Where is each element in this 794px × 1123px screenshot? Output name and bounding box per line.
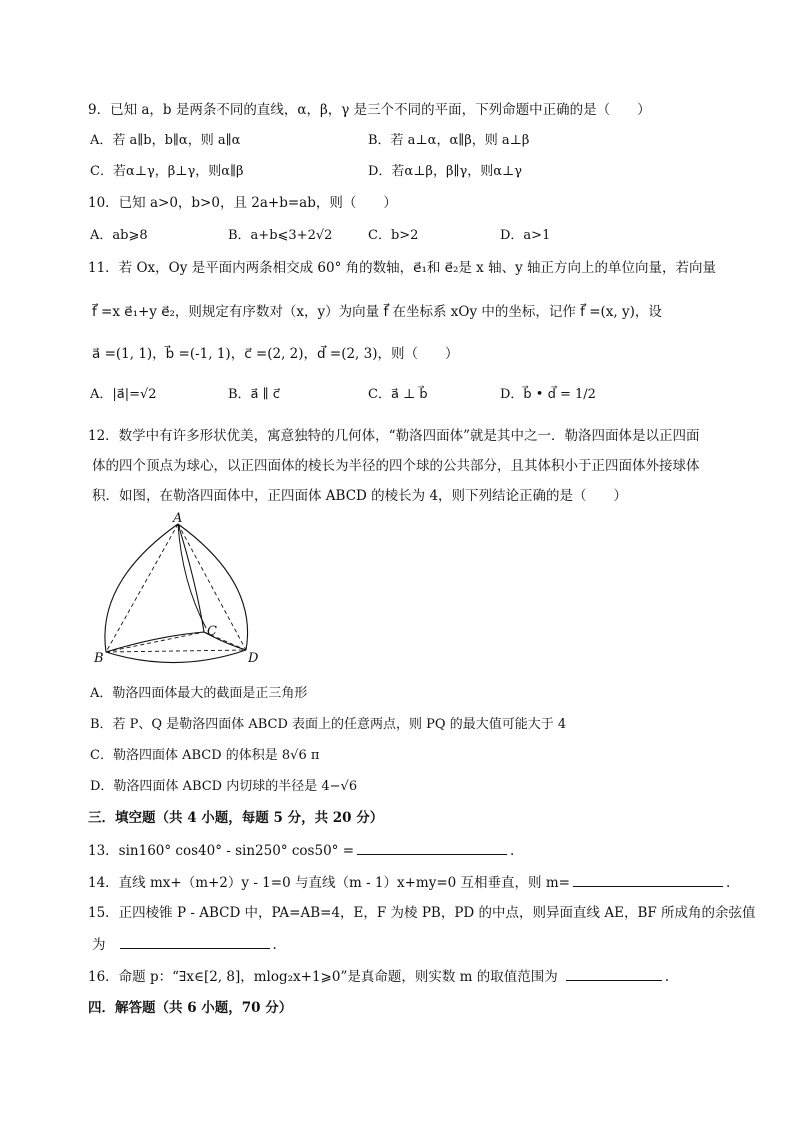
q16-answer-blank[interactable] bbox=[566, 966, 662, 981]
q15-prefix: 为 bbox=[92, 937, 106, 953]
q11-option-c: C．a⃗ ⊥ b⃗ bbox=[368, 387, 428, 402]
q13-period: . bbox=[510, 843, 515, 859]
q15-answer-blank[interactable] bbox=[120, 934, 270, 949]
q15-line-1: 15．正四棱锥 P - ABCD 中，PA=AB=4，E，F 为棱 PB，PD 的中点，则异面直线 AE，BF 所成角的余弦值 bbox=[88, 905, 756, 921]
q12-line-1: 12．数学中有许多形状优美，寓意独特的几何体，“勒洛四面体”就是其中之一．勒洛四面体是以正四面 bbox=[88, 428, 700, 444]
q11-line-1: 11．若 Ox，Oy 是平面内两条相交成 60° 角的数轴，e⃗₁和 e⃗₂是 x 轴、y 轴正方向上的单位向量，若向量 bbox=[88, 260, 716, 276]
q10-option-a: A．ab⩾8 bbox=[90, 228, 148, 243]
q13-line bbox=[88, 840, 514, 861]
q16-text: 16．命题 p：“∃x∈[2, 8]，mlog₂x+1⩾0”是真命题，则实数 m 的取值范围为 bbox=[88, 969, 558, 985]
q16-line bbox=[88, 966, 669, 987]
q13-answer-blank[interactable] bbox=[357, 840, 507, 855]
edge-bd bbox=[106, 650, 246, 652]
q14-answer-blank[interactable] bbox=[573, 872, 723, 887]
q12-option-d: D．勒洛四面体 ABCD 内切球的半径是 4−√6 bbox=[90, 779, 358, 794]
q16-period: . bbox=[664, 969, 670, 985]
q9-option-c: C．若α⊥γ，β⊥γ，则α∥β bbox=[90, 164, 244, 179]
vertex-label-a: A bbox=[173, 512, 183, 526]
q9-stem: 9．已知 a，b 是两条不同的直线，α，β，γ 是三个不同的平面，下列命题中正确的是（ ） bbox=[88, 102, 651, 118]
q12-option-c: C．勒洛四面体 ABCD 的体积是 8√6 π bbox=[90, 748, 320, 763]
q15-line-2 bbox=[92, 934, 277, 955]
q10-option-c: C．b>2 bbox=[368, 228, 419, 243]
q10-option-d: D．a>1 bbox=[500, 228, 551, 243]
q12-line-3: 积．如图，在勒洛四面体中，正四面体 ABCD 的棱长为 4，则下列结论正确的是（ ） bbox=[92, 488, 628, 504]
q15-period: . bbox=[272, 937, 277, 953]
q9-option-d: D．若α⊥β，β∥γ，则α⊥γ bbox=[368, 164, 523, 179]
outer-arc-bd bbox=[106, 650, 246, 663]
q12-option-b: B．若 P、Q 是勒洛四面体 ABCD 表面上的任意两点，则 PQ 的最大值可能大于 4 bbox=[90, 717, 567, 732]
q12-line-2: 体的四个顶点为球心，以正四面体的棱长为半径的四个球的公共部分，且其体积小于正四面体外接球体 bbox=[92, 458, 700, 474]
section-3-heading: 三．填空题（共 4 小题，每题 5 分，共 20 分） bbox=[88, 810, 384, 826]
section-4-heading: 四．解答题（共 6 小题，70 分） bbox=[88, 1000, 293, 1016]
q9-option-b: B．若 a⊥α，α∥β，则 a⊥β bbox=[368, 133, 530, 148]
q11-line-2: f⃗ =x e⃗₁+y e⃗₂，则规定有序数对（x，y）为向量 f⃗ 在坐标系 xOy 中的坐标，记作 f⃗ =(x, y)，设 bbox=[92, 304, 662, 320]
q11-line-3: a⃗ =(1, 1)，b⃗ =(-1, 1)，c⃗ =(2, 2)，d⃗ =(2, 3)，则（ ） bbox=[92, 346, 459, 362]
reuleaux-tetrahedron-figure bbox=[88, 512, 278, 670]
q14-text: 14．直线 mx+（m+2）y - 1=0 与直线（m - 1）x+my=0 互相垂直，则 m= bbox=[88, 875, 570, 891]
q9-option-a: A．若 a∥b，b∥α，则 a∥α bbox=[90, 133, 241, 148]
q11-option-a: A．|a⃗|=√2 bbox=[90, 387, 157, 402]
vertex-label-b: B bbox=[94, 651, 104, 666]
q14-period: . bbox=[725, 875, 731, 891]
q10-stem: 10．已知 a>0，b>0，且 2a+b=ab，则（ ） bbox=[88, 195, 397, 211]
q14-line bbox=[88, 872, 730, 893]
q13-text: 13．sin160° cos40° - sin250° cos50° = bbox=[88, 843, 355, 859]
vertex-label-d: D bbox=[248, 651, 259, 666]
vertex-label-c: C bbox=[207, 624, 217, 639]
q10-option-b: B．a+b⩽3+2√2 bbox=[228, 228, 333, 243]
q11-option-b: B．a⃗ ∥ c⃗ bbox=[228, 387, 280, 402]
edge-bc bbox=[106, 632, 204, 652]
q11-option-d: D．b⃗ • d⃗ = 1/2 bbox=[500, 387, 596, 402]
q12-option-a: A．勒洛四面体最大的截面是正三角形 bbox=[90, 686, 308, 701]
